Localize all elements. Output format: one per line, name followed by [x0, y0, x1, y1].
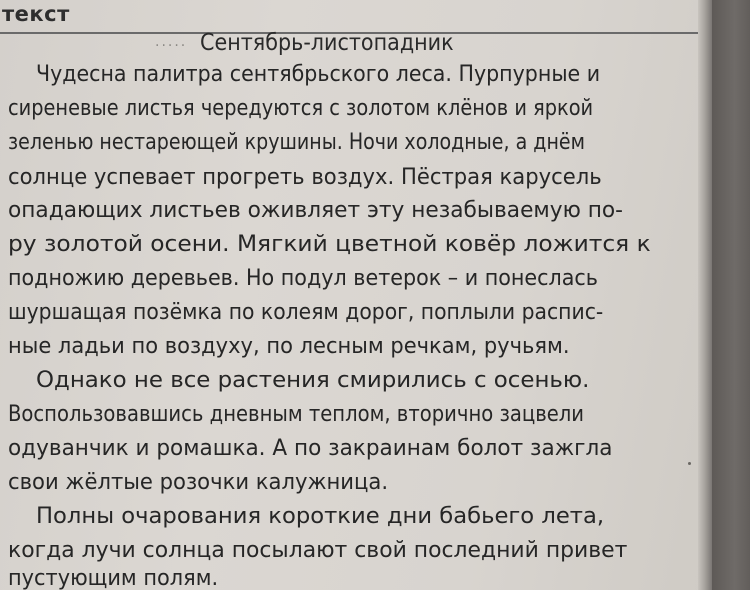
- text-line: Чудесна палитра сентябрьского леса. Пурпурные и: [36, 62, 601, 87]
- text-line: зеленью нестареющей крушины. Ночи холодные, а днём: [8, 130, 585, 155]
- text-line: пустующим полям.: [8, 566, 219, 590]
- text-line: сиреневые листья чередуются с золотом клёнов и яркой: [8, 96, 594, 121]
- article-title: Сентябрь-листопадник: [200, 30, 454, 56]
- text-line: одуванчик и ромашка. А по закраинам болот зажгла: [8, 436, 613, 461]
- text-line: опадающих листьев оживляет эту незабываемую по-: [8, 198, 623, 223]
- text-line: Однако не все растения смирились с осенью.: [36, 368, 590, 393]
- text-line: когда лучи солнца посылают свой последний привет: [8, 538, 628, 563]
- text-line: ру золотой осени. Мягкий цветной ковёр ложится к: [8, 232, 651, 257]
- text-line: свои жёлтые розочки калужница.: [8, 470, 389, 495]
- page-edge-shadow: [698, 0, 712, 590]
- title-dot-leader: ·····: [155, 38, 188, 54]
- text-line: шуршащая позёмка по колеям дорог, поплыли распис-: [8, 300, 604, 325]
- text-line: Воспользовавшись дневным теплом, вторично зацвели: [8, 402, 585, 427]
- section-label: текст: [2, 2, 70, 26]
- text-line: Полны очарования короткие дни бабьего лета,: [36, 504, 605, 529]
- paper-speck: [688, 462, 691, 465]
- background-edge: [712, 0, 750, 590]
- text-line: солнце успевает прогреть воздух. Пёстрая карусель: [8, 165, 602, 190]
- text-line: ные ладьи по воздуху, по лесным речкам, ручьям.: [8, 334, 570, 359]
- text-line: подножию деревьев. Но подул ветерок – и понеслась: [8, 266, 598, 291]
